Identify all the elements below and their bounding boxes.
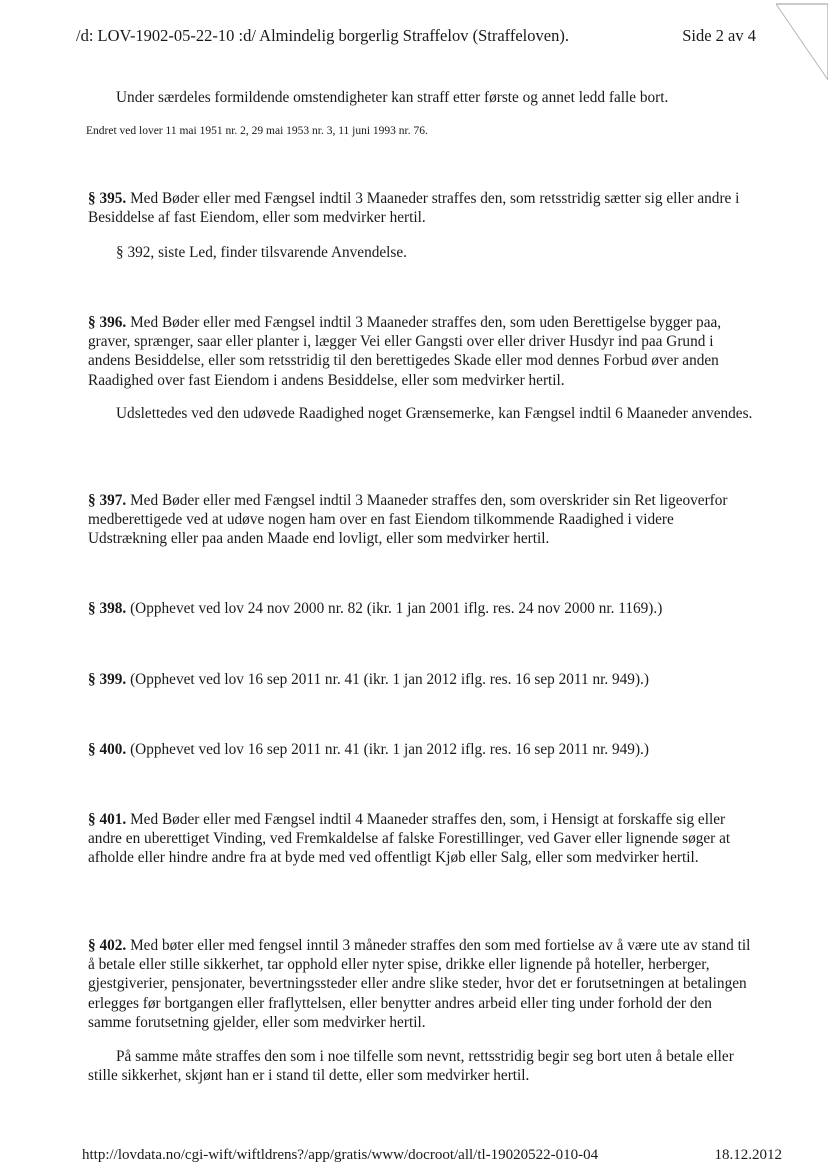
section-395 [88,189,753,227]
section-number: § 395. [88,190,127,207]
section-text: Med bøter eller med fengsel inntil 3 måneder straffes den som med fortielse av å være ute av stand til å betale eller stille sikkerhet, tar opphold eller nyter spise, drikke eller lignende på hoteller, herberger, gjestgiverier, pensjonater, bevertningssteder eller andre slike steder, hvor det er forutsetningen at betalingen erlegges før bortgangen eller fraflyttelsen, eller benytter andres arbeid eller ting under forhold der den samme forutsetning gjelder, eller som medvirker hertil. [88,937,751,1031]
section-396 [88,313,753,390]
amendment-note: Endret ved lover 11 mai 1951 nr. 2, 29 mai 1953 nr. 3, 11 juni 1993 nr. 76. [86,125,428,137]
section-401 [88,810,753,868]
page-header [76,26,756,50]
source-url: http://lovdata.no/cgi-wift/wiftldrens?/app/gratis/www/docroot/all/tl-19020522-010-04 [82,1147,599,1163]
section-text: Med Bøder eller med Fængsel indtil 3 Maaneder straffes den, som retsstridig sætter sig eller andre i Besiddelse af fast Eiendom, eller som medvirker hertil. [88,190,740,227]
section-text: Med Bøder eller med Fængsel indtil 3 Maaneder straffes den, som overskrider sin Ret ligeoverfor medberettigede ved at udøve nogen ham over en fast Eiendom tilkommende Raadighed i videre Udstrækning eller paa anden Maade end lovligt, eller som medvirker hertil. [88,492,728,548]
section-number: § 397. [88,492,127,509]
print-date: 18.12.2012 [714,1147,782,1163]
section-number: § 396. [88,314,127,331]
section-number: § 398. [88,600,127,617]
document-title: /d: LOV-1902-05-22-10 :d/ Almindelig borgerlig Straffelov (Straffeloven). [76,26,569,45]
section-text: (Opphevet ved lov 24 nov 2000 nr. 82 (ikr. 1 jan 2001 iflg. res. 24 nov 2000 nr. 1169).) [126,600,663,617]
section-text: Med Bøder eller med Fængsel indtil 3 Maaneder straffes den, som uden Berettigelse bygger paa, graver, sprænger, saar eller planter i, lægger Vei eller Gangsti over eller driver Husdyr ind paa Grund i andens Besiddelse, eller som retsstridig til den berettigedes Skade eller mod dennes Forbud øver anden Raadighed over fast Eiendom i andens Besiddelse, eller som medvirker hertil. [88,314,722,389]
section-number: § 400. [88,741,127,758]
section-396-paragraph-2: Udslettedes ved den udøvede Raadighed noget Grænsemerke, kan Fængsel indtil 6 Maaneder anvendes. [116,405,753,422]
section-text: Med Bøder eller med Fængsel indtil 4 Maaneder straffes den, som, i Hensigt at forskaffe sig eller andre en uberettiget Vinding, ved Fremkaldelse af falske Forestillinger, ved Gaver eller lignende søger at afholde eller hindre andre fra at byde med ved offentligt Kjøb eller Salg, eller som medvirker hertil. [88,811,731,867]
intro-paragraph: Under særdeles formildende omstendigheter kan straff etter første og annet ledd falle bort. [116,89,669,106]
section-number: § 402. [88,937,127,954]
section-text: (Opphevet ved lov 16 sep 2011 nr. 41 (ikr. 1 jan 2012 iflg. res. 16 sep 2011 nr. 949).) [126,741,649,758]
section-402 [88,936,753,1032]
section-398 [88,599,753,618]
section-395-paragraph-2: § 392, siste Led, finder tilsvarende Anvendelse. [116,244,407,261]
page-number: Side 2 av 4 [682,26,756,45]
section-399 [88,670,753,689]
section-number: § 399. [88,671,127,688]
section-400 [88,740,753,759]
section-402-paragraph-2: På samme måte straffes den som i noe tilfelle som nevnt, rettsstridig begir seg bort uten å betale eller stille sikkerhet, skjønt han er i stand til dette, eller som medvirker hertil. [88,1048,734,1085]
section-number: § 401. [88,811,127,828]
section-397 [88,491,753,549]
section-text: (Opphevet ved lov 16 sep 2011 nr. 41 (ikr. 1 jan 2012 iflg. res. 16 sep 2011 nr. 949).) [126,671,649,688]
